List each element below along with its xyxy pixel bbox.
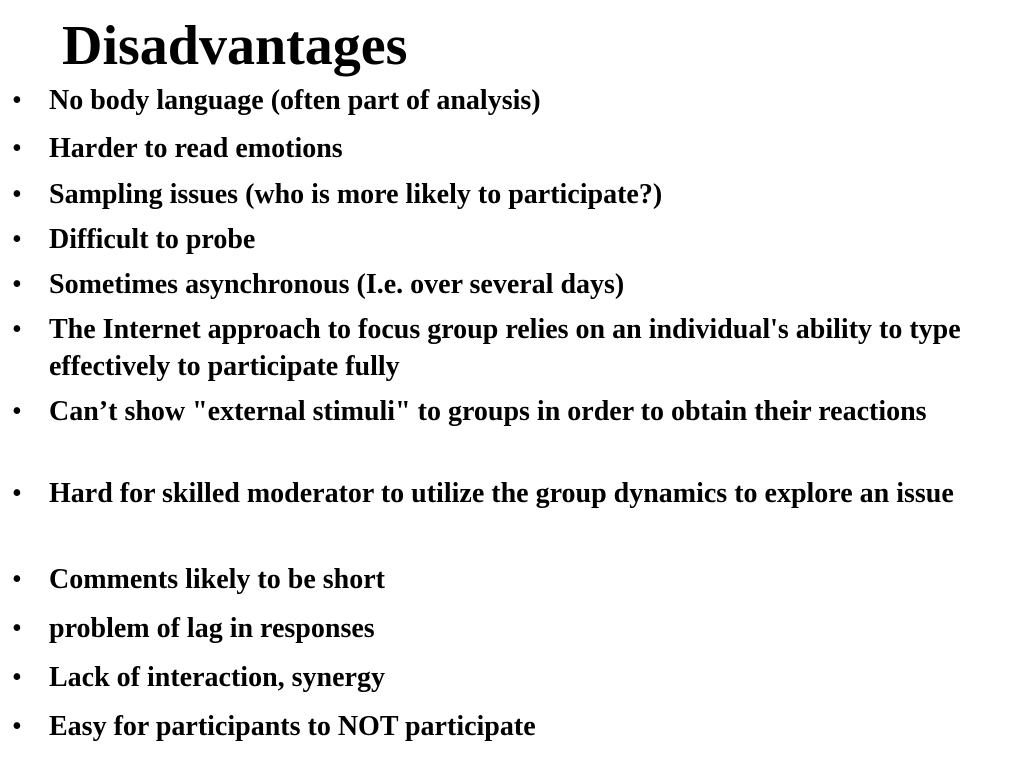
list-item-text: Sometimes asynchronous (I.e. over several days) (49, 269, 625, 300)
bullet-icon: • (12, 662, 22, 693)
list-item-text: Harder to read emotions (49, 133, 343, 164)
list-item-text: No body language (often part of analysis) (49, 85, 541, 116)
bullet-icon: • (12, 224, 22, 255)
list-item-text: Comments likely to be short (49, 564, 385, 595)
bullet-icon: • (12, 711, 22, 742)
list-item-text: Difficult to probe (49, 224, 256, 255)
bullet-icon: • (12, 133, 22, 164)
slide-title: Disadvantages (62, 15, 408, 77)
bullet-icon: • (12, 564, 22, 595)
bullet-icon: • (12, 85, 22, 116)
list-item-text: Lack of interaction, synergy (49, 662, 385, 693)
list-item-text: problem of lag in responses (49, 613, 375, 644)
list-item-text: The Internet approach to focus group relies on an individual's ability to type effectively to participate fully (49, 314, 961, 382)
list-item-text: Can’t show "external stimuli" to groups in order to obtain their reactions (49, 396, 927, 427)
bullet-icon: • (12, 179, 22, 210)
list-item-text: Easy for participants to NOT participate (49, 711, 536, 742)
bullet-icon: • (12, 478, 22, 509)
bullet-icon: • (12, 314, 22, 345)
list-item-text: Sampling issues (who is more likely to participate?) (49, 179, 663, 210)
bullet-icon: • (12, 269, 22, 300)
bullet-icon: • (12, 396, 22, 427)
list-item-text: Hard for skilled moderator to utilize the group dynamics to explore an issue (49, 478, 954, 509)
bullet-icon: • (12, 613, 22, 644)
